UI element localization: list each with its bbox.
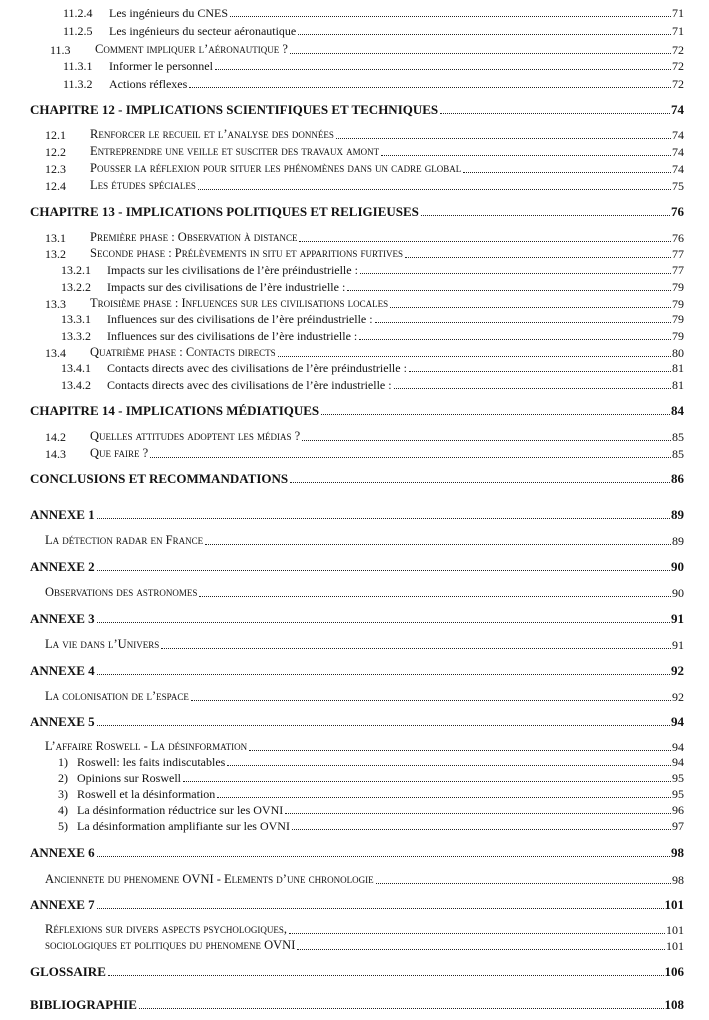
dot-leader <box>440 112 670 114</box>
toc-title: Comment impliquer l’aéronautique ? <box>95 42 288 56</box>
dot-leader <box>278 355 671 357</box>
toc-section-number: 2) <box>58 771 68 785</box>
toc-page-number: 86 <box>671 471 684 486</box>
toc-page-number: 81 <box>672 378 684 392</box>
toc-page-number: 98 <box>671 845 684 860</box>
dot-leader <box>230 15 671 17</box>
dot-leader <box>347 289 671 291</box>
dot-leader <box>394 387 671 389</box>
toc-page-number: 108 <box>664 997 684 1012</box>
toc-title: Impacts sur des civilisations de l’ère industrielle : <box>107 280 346 294</box>
dot-leader <box>285 812 671 814</box>
toc-title: BIBLIOGRAPHIE <box>30 997 137 1012</box>
dot-leader <box>97 907 664 909</box>
toc-heading-row <box>30 846 684 859</box>
dot-leader <box>302 439 671 441</box>
dot-leader <box>405 256 671 258</box>
toc-entry-row <box>45 145 684 158</box>
toc-section-number: 13.1 <box>45 230 66 245</box>
toc-title: Contacts directs avec des civilisations de l’ère préindustrielle : <box>107 361 407 375</box>
toc-page-number: 92 <box>671 663 684 678</box>
toc-heading-row <box>30 664 684 677</box>
dot-leader <box>390 306 671 308</box>
dot-leader <box>97 724 670 726</box>
dot-leader <box>205 543 671 545</box>
toc-title: La colonisation de l’espace <box>45 689 189 703</box>
toc-page-number: 90 <box>672 585 684 600</box>
dot-leader <box>97 855 670 857</box>
toc-title: CHAPITRE 14 - IMPLICATIONS MÉDIATIQUES <box>30 403 320 418</box>
toc-title: L’affaire Roswell - La désinformation <box>45 739 248 753</box>
toc-section-number: 11.3.2 <box>63 77 93 91</box>
toc-entry-row <box>45 231 684 244</box>
toc-title: Seconde phase : Prélèvements in situ et apparitions furtives <box>90 246 404 260</box>
toc-heading-row <box>30 715 684 728</box>
toc-entry-row <box>58 804 684 816</box>
toc-entry-row <box>45 534 684 547</box>
toc-page-number: 95 <box>672 787 684 801</box>
toc-page-number: 76 <box>671 204 684 219</box>
toc-entry-row <box>45 430 684 443</box>
toc-section-number: 5) <box>58 819 68 833</box>
toc-section-number: 4) <box>58 803 68 817</box>
toc-heading-row <box>30 103 684 116</box>
toc-page-number: 91 <box>672 637 684 652</box>
dot-leader <box>463 171 671 173</box>
toc-page-number: 71 <box>672 6 684 20</box>
toc-page-number: 91 <box>671 611 684 626</box>
toc-entry-row <box>61 330 684 342</box>
toc-page-number: 89 <box>671 507 684 522</box>
toc-page-number: 79 <box>672 329 684 343</box>
toc-title: Première phase : Observation à distance <box>90 230 298 244</box>
toc-title: ANNEXE 5 <box>30 714 95 729</box>
toc-entry-row <box>45 740 684 753</box>
toc-entry-row <box>45 346 684 359</box>
toc-heading-row <box>30 998 684 1011</box>
toc-section-number: 11.2.5 <box>63 24 93 38</box>
toc-page-number: 75 <box>672 178 684 193</box>
toc-entry-row <box>58 772 684 784</box>
toc-page-number: 74 <box>672 144 684 159</box>
toc-page-number: 97 <box>672 819 684 833</box>
toc-title: Actions réflexes <box>109 77 188 91</box>
toc-section-number: 14.2 <box>45 429 66 444</box>
toc-page-number: 77 <box>672 246 684 261</box>
toc-entry-row <box>61 281 684 293</box>
toc-page-number: 76 <box>672 230 684 245</box>
dot-leader <box>409 370 671 372</box>
toc-title: ANNEXE 2 <box>30 559 95 574</box>
toc-page-number: 101 <box>666 938 684 953</box>
toc-page-number: 72 <box>672 77 684 91</box>
toc-page-number: 101 <box>666 922 684 937</box>
toc-page-number: 98 <box>672 872 684 887</box>
dot-leader <box>249 749 671 751</box>
toc-page-number: 79 <box>672 312 684 326</box>
toc-title: La désinformation réductrice sur les OVNI <box>77 803 284 817</box>
toc-section-number: 13.4.1 <box>61 361 91 375</box>
toc-entry-row <box>63 78 684 90</box>
toc-title: CHAPITRE 12 - IMPLICATIONS SCIENTIFIQUES ET TECHNIQUES <box>30 102 439 117</box>
toc-title: ANNEXE 7 <box>30 897 95 912</box>
dot-leader <box>292 828 671 830</box>
toc-section-number: 13.2.1 <box>61 263 91 277</box>
toc-entry-row <box>58 788 684 800</box>
toc-entry-row <box>45 690 684 703</box>
toc-page-number: 80 <box>672 345 684 360</box>
toc-page-number: 101 <box>664 897 684 912</box>
toc-section-number: 11.3 <box>50 42 71 57</box>
toc-title: ANNEXE 4 <box>30 663 95 678</box>
toc-title: La désinformation amplifiante sur les OVNI <box>77 819 290 833</box>
toc-page-number: 95 <box>672 771 684 785</box>
toc-page-number: 79 <box>672 296 684 311</box>
dot-leader <box>375 321 671 323</box>
dot-leader <box>189 86 671 88</box>
toc-section-number: 13.4 <box>45 345 66 360</box>
toc-section-number: 3) <box>58 787 68 801</box>
toc-title: ANNEXE 1 <box>30 507 95 522</box>
toc-title: ANNEXE 6 <box>30 845 95 860</box>
toc-title: Renforcer le recueil et l’analyse des données <box>90 127 334 141</box>
toc-section-number: 13.3.1 <box>61 312 91 326</box>
toc-title: ANNEXE 3 <box>30 611 95 626</box>
dot-leader <box>299 240 671 242</box>
toc-entry-row <box>45 638 684 651</box>
toc-page-number: 71 <box>672 24 684 38</box>
toc-entry-row <box>58 820 684 832</box>
toc-entry-row <box>58 756 684 768</box>
dot-leader <box>289 932 665 934</box>
toc-entry-row <box>61 313 684 325</box>
toc-entry-row <box>45 297 684 310</box>
toc-page-number: 94 <box>672 739 684 754</box>
toc-section-number: 12.3 <box>45 161 66 176</box>
toc-title: Quatrième phase : Contacts directs <box>90 345 276 359</box>
toc-section-number: 12.1 <box>45 127 66 142</box>
toc-page-number: 79 <box>672 280 684 294</box>
toc-section-number: 12.2 <box>45 144 66 159</box>
toc-entry-row <box>63 60 684 72</box>
dot-leader <box>183 780 671 782</box>
toc-entry-row <box>61 264 684 276</box>
toc-title: CONCLUSIONS ET RECOMMANDATIONS <box>30 471 289 486</box>
toc-page-number: 89 <box>672 533 684 548</box>
toc-title: GLOSSAIRE <box>30 964 106 979</box>
toc-page-number: 77 <box>672 263 684 277</box>
toc-section-number: 13.3 <box>45 296 66 311</box>
dot-leader <box>191 699 671 701</box>
dot-leader <box>97 673 670 675</box>
toc-page-number: 92 <box>672 689 684 704</box>
toc-entry-row <box>61 362 684 374</box>
dot-leader <box>161 647 671 649</box>
dot-leader <box>215 68 671 70</box>
dot-leader <box>376 882 671 884</box>
toc-title: La détection radar en France <box>45 533 204 547</box>
toc-entry-row <box>45 179 684 192</box>
dot-leader <box>359 338 671 340</box>
toc-entry-row <box>45 162 684 175</box>
dot-leader <box>97 621 670 623</box>
toc-section-number: 11.3.1 <box>63 59 93 73</box>
toc-entry-row <box>45 939 684 952</box>
toc-page-number: 81 <box>672 361 684 375</box>
dot-leader <box>290 481 670 483</box>
toc-section-number: 13.3.2 <box>61 329 91 343</box>
toc-title: Contacts directs avec des civilisations de l’ère industrielle : <box>107 378 392 392</box>
dot-leader <box>97 569 670 571</box>
toc-page-number: 85 <box>672 429 684 444</box>
toc-page-number: 94 <box>672 755 684 769</box>
toc-page-number: 96 <box>672 803 684 817</box>
toc-entry-row <box>45 586 684 599</box>
toc-page-number: 94 <box>671 714 684 729</box>
toc-entry-row <box>63 7 684 19</box>
dot-leader <box>139 1007 664 1009</box>
toc-entry-row <box>45 247 684 260</box>
toc-title: Les ingénieurs du CNES <box>109 6 228 20</box>
toc-entry-row <box>63 25 684 37</box>
dot-leader <box>108 974 664 976</box>
toc-heading-row <box>30 205 684 218</box>
toc-title: Impacts sur les civilisations de l’ère préindustrielle : <box>107 263 358 277</box>
toc-page-number: 90 <box>671 559 684 574</box>
toc-page-number: 85 <box>672 446 684 461</box>
toc-title: Réflexions sur divers aspects psychologiques, <box>45 922 287 936</box>
toc-title: Entreprendre une veille et susciter des travaux amont <box>90 144 380 158</box>
dot-leader <box>198 188 671 190</box>
toc-page-number: 72 <box>672 42 684 57</box>
toc-heading-row <box>30 508 684 521</box>
toc-title: Les ingénieurs du secteur aéronautique <box>109 24 297 38</box>
toc-title: Troisième phase : Influences sur les civilisations locales <box>90 296 389 310</box>
dot-leader <box>381 154 671 156</box>
toc-title: Opinions sur Roswell <box>77 771 182 785</box>
toc-page-number: 74 <box>672 127 684 142</box>
toc-title: Informer le personnel <box>109 59 213 73</box>
toc-page-number: 84 <box>671 403 684 418</box>
dot-leader <box>227 764 671 766</box>
toc-section-number: 14.3 <box>45 446 66 461</box>
toc-section-number: 11.2.4 <box>63 6 93 20</box>
toc-section-number: 1) <box>58 755 68 769</box>
toc-section-number: 13.2 <box>45 246 66 261</box>
toc-page-number: 72 <box>672 59 684 73</box>
dot-leader <box>97 517 670 519</box>
toc-heading-row <box>30 404 684 417</box>
dot-leader <box>199 595 671 597</box>
toc-heading-row <box>30 560 684 573</box>
toc-entry-row <box>45 923 684 936</box>
toc-title: sociologiques et politiques du phenomene OVNI <box>45 938 296 952</box>
toc-title: Influences sur des civilisations de l’ère préindustrielle : <box>107 312 373 326</box>
toc-title: La vie dans l’Univers <box>45 637 160 651</box>
toc-title: Les études spéciales <box>90 178 196 192</box>
toc-title: Que faire ? <box>90 446 149 460</box>
toc-title: Roswell et la désinformation <box>77 787 216 801</box>
toc-heading-row <box>30 965 684 978</box>
toc-title: Quelles attitudes adoptent les médias ? <box>90 429 301 443</box>
dot-leader <box>360 272 671 274</box>
toc-title: Influences sur des civilisations de l’ère industrielle : <box>107 329 358 343</box>
toc-entry-row <box>50 43 684 56</box>
dot-leader <box>290 52 671 54</box>
toc-section-number: 13.2.2 <box>61 280 91 294</box>
toc-heading-row <box>30 612 684 625</box>
toc-title: CHAPITRE 13 - IMPLICATIONS POLITIQUES ET RELIGIEUSES <box>30 204 419 219</box>
dot-leader <box>336 137 671 139</box>
dot-leader <box>421 214 670 216</box>
toc-title: Pousser la réflexion pour situer les phénomènes dans un cadre global <box>90 161 462 175</box>
toc-page-number: 74 <box>672 161 684 176</box>
toc-page-number: 74 <box>671 102 684 117</box>
toc-entry-row <box>45 447 684 460</box>
dot-leader <box>150 456 671 458</box>
toc-section-number: 13.4.2 <box>61 378 91 392</box>
dot-leader <box>298 33 671 35</box>
toc-title: Roswell: les faits indiscutables <box>77 755 226 769</box>
toc-heading-row <box>30 472 684 485</box>
toc-title: Observations des astronomes <box>45 585 198 599</box>
dot-leader <box>297 948 665 950</box>
toc-entry-row <box>45 873 684 886</box>
dot-leader <box>217 796 671 798</box>
toc-entry-row <box>61 379 684 391</box>
toc-heading-row <box>30 898 684 911</box>
toc-page-number: 106 <box>664 964 684 979</box>
toc-entry-row <box>45 128 684 141</box>
toc-title: Anciennete du phenomene OVNI - Elements d’une chronologie <box>45 872 374 886</box>
dot-leader <box>321 413 670 415</box>
toc-section-number: 12.4 <box>45 178 66 193</box>
